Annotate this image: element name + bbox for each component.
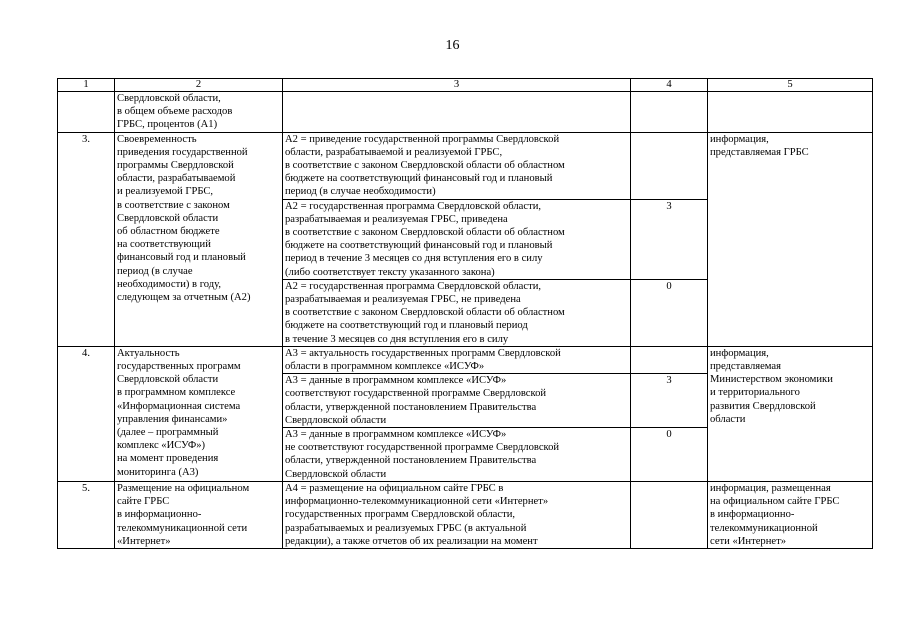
text-line: и территориального — [710, 387, 800, 399]
text-line: A3 = актуальность государственных программ Свердловской — [285, 347, 561, 359]
text-line: ГРБС, процентов (A1) — [117, 119, 218, 131]
column-number-cell: 5 — [708, 79, 873, 92]
formula-cell — [283, 428, 631, 482]
text-line: Свердловской области — [285, 468, 387, 480]
text-line: управления финансами» — [117, 413, 228, 425]
text-line: A4 = размещение на официальном сайте ГРБС в — [285, 482, 504, 494]
source-cell — [708, 92, 873, 133]
text-line: в соответствие с законом — [117, 199, 230, 211]
source-cell — [708, 132, 873, 346]
column-number-cell: 1 — [58, 79, 115, 92]
item-number-cell: 3. — [58, 132, 115, 346]
criterion-cell — [115, 132, 283, 346]
criterion-cell — [115, 481, 283, 548]
formula-cell — [283, 92, 631, 133]
text-line: «Информационная система — [117, 400, 241, 412]
text-line: области, утвержденной постановлением Правительства — [285, 401, 537, 413]
text-line: A2 = государственная программа Свердловской области, — [285, 200, 542, 212]
text-line: бюджете на соответствующий финансовый год и плановый — [285, 173, 553, 185]
text-line: телекоммуникационной сети — [117, 522, 248, 534]
criteria-table — [57, 78, 873, 549]
criterion-cell — [115, 346, 283, 481]
text-line: бюджете на соответствующий финансовый год и плановый — [285, 240, 553, 252]
score-cell: 0 — [631, 279, 708, 346]
table-row — [58, 346, 873, 373]
item-number-cell: 5. — [58, 481, 115, 548]
score-cell: 3 — [631, 199, 708, 279]
formula-cell — [283, 199, 631, 279]
text-line: Свердловской области, — [117, 93, 221, 104]
formula-cell — [283, 346, 631, 373]
text-line: области, разрабатываемой и реализуемой ГРБС, — [285, 146, 503, 158]
text-line: Свердловской области — [285, 414, 387, 426]
text-line: A2 = приведение государственной программы Свердловской — [285, 133, 560, 145]
text-line: информационно-телекоммуникационной сети «Интернет» — [285, 496, 549, 508]
text-line: A3 = данные в программном комплексе «ИСУФ» — [285, 429, 507, 441]
text-line: области в программном комплексе «ИСУФ» — [285, 361, 485, 373]
column-number-cell: 3 — [283, 79, 631, 92]
formula-cell — [283, 132, 631, 199]
text-line: области, разрабатываемой — [117, 173, 236, 185]
score-cell: 0 — [631, 428, 708, 482]
text-line: (либо соответствует тексту указанного закона) — [285, 266, 495, 278]
item-number-cell — [58, 92, 115, 133]
text-line: период (в случае — [117, 265, 193, 277]
text-line: сайте ГРБС — [117, 496, 170, 508]
text-line: следующем за отчетным (A2) — [117, 292, 251, 304]
text-line: и реализуемой ГРБС, — [117, 186, 214, 198]
table-row — [58, 92, 873, 133]
column-number-cell: 4 — [631, 79, 708, 92]
text-line: области — [710, 413, 746, 425]
text-line: комплекс «ИСУФ») — [117, 440, 206, 452]
text-line: разрабатываемая и реализуемая ГРБС, приведена — [285, 213, 508, 225]
table-row — [58, 481, 873, 548]
text-line: соответствуют государственной программе Свердловской — [285, 388, 547, 400]
text-line: разрабатываемая и реализуемая ГРБС, не приведена — [285, 294, 521, 306]
page-number: 16 — [445, 38, 460, 53]
text-line: в информационно- — [117, 509, 202, 521]
score-cell: 3 — [631, 374, 708, 428]
text-line: мониторинга (A3) — [117, 466, 199, 478]
text-line: (далее – программный — [117, 427, 219, 439]
text-line: период в течение 3 месяцев со дня вступления его в силу — [285, 253, 543, 265]
text-line: не соответствуют государственной программе Свердловской — [285, 442, 560, 454]
text-line: в соответствие с законом Свердловской области об областном — [285, 307, 565, 319]
text-line: на момент проведения — [117, 453, 219, 465]
header-row — [58, 79, 873, 92]
text-line: в информационно- — [710, 509, 795, 521]
text-line: представляемая — [710, 361, 782, 373]
text-line: государственных программ — [117, 361, 241, 373]
score-cell — [631, 92, 708, 133]
text-line: «Интернет» — [117, 535, 171, 547]
text-line: на официальном сайте ГРБС — [710, 496, 840, 508]
text-line: приведения государственной — [117, 146, 248, 158]
text-line: информация, — [710, 133, 769, 145]
text-line: в течение 3 месяцев со дня вступления его в силу — [285, 333, 509, 345]
text-line: в соответствие с законом Свердловской области об областном — [285, 227, 565, 239]
score-cell — [631, 346, 708, 373]
text-line: информация, размещенная — [710, 482, 831, 494]
formula-cell — [283, 279, 631, 346]
item-number-cell: 4. — [58, 346, 115, 481]
score-cell — [631, 132, 708, 199]
column-number-cell: 2 — [115, 79, 283, 92]
text-line: Своевременность — [117, 133, 197, 145]
source-cell — [708, 346, 873, 481]
text-line: Размещение на официальном — [117, 482, 250, 494]
text-line: необходимости) в году, — [117, 278, 222, 290]
text-line: программы Свердловской — [117, 160, 234, 172]
text-line: телекоммуникационной — [710, 522, 818, 534]
text-line: бюджете на соответствующий год и плановый период — [285, 320, 528, 332]
text-line: Актуальность — [117, 347, 180, 359]
source-cell — [708, 481, 873, 548]
text-line: в общем объеме расходов — [117, 106, 233, 118]
text-line: редакции), а также отчетов об их реализации на момент — [285, 535, 538, 547]
text-line: Свердловской области — [117, 374, 219, 386]
text-line: финансовый год и плановый — [117, 252, 246, 264]
text-line: на соответствующий — [117, 239, 211, 251]
text-line: развития Свердловской — [710, 400, 816, 412]
text-line: период (в случае необходимости) — [285, 186, 436, 198]
text-line: об областном бюджете — [117, 226, 220, 238]
text-line: в соответствие с законом Свердловской области об областном — [285, 160, 565, 172]
text-line: A3 = данные в программном комплексе «ИСУФ» — [285, 375, 507, 387]
formula-cell — [283, 374, 631, 428]
text-line: сети «Интернет» — [710, 535, 787, 547]
criterion-cell — [115, 92, 283, 133]
table-row — [58, 132, 873, 199]
text-line: Свердловской области — [117, 212, 219, 224]
text-line: государственных программ Свердловской области, — [285, 509, 516, 521]
text-line: области, утвержденной постановлением Правительства — [285, 455, 537, 467]
text-line: Министерством экономики — [710, 374, 833, 386]
text-line: представляемая ГРБС — [710, 146, 809, 158]
text-line: информация, — [710, 347, 769, 359]
text-line: A2 = государственная программа Свердловской области, — [285, 280, 542, 292]
text-line: в программном комплексе — [117, 387, 236, 399]
text-line: разрабатываемых и реализуемых ГРБС (в актуальной — [285, 522, 527, 534]
formula-cell — [283, 481, 631, 548]
score-cell — [631, 481, 708, 548]
